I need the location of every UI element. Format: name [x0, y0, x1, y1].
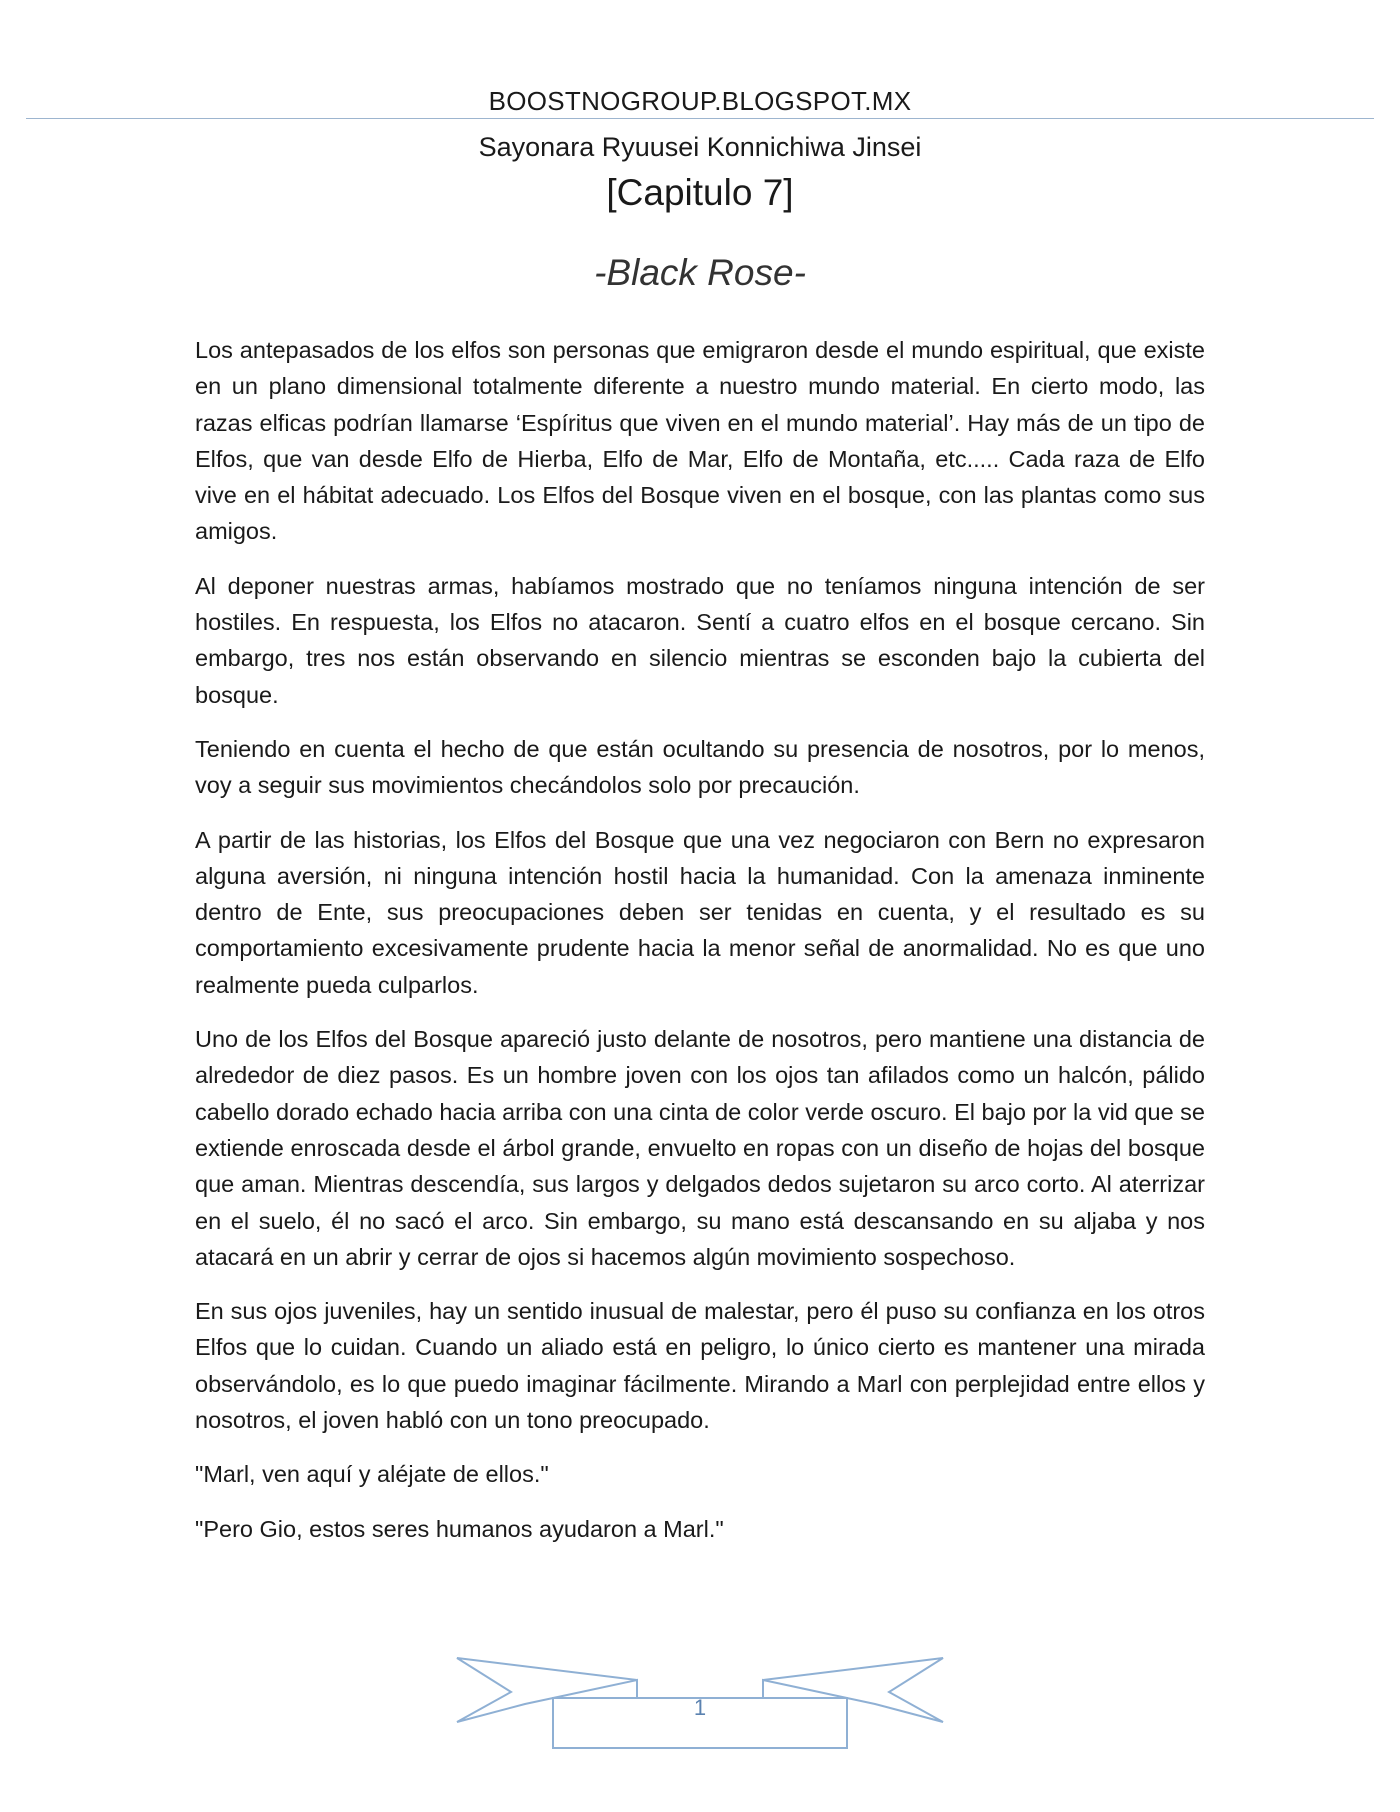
paragraph: Teniendo en cuenta el hecho de que están ocultando su presencia de nosotros, por lo menos, voy a seguir sus movimientos checándolos solo por precaución. [195, 735, 1205, 799]
novel-title: Sayonara Ryuusei Konnichiwa Jinsei [478, 132, 922, 162]
header-site-name: BOOSTNOGROUP.BLOGSPOT.MX [488, 86, 912, 116]
paragraph: En sus ojos juveniles, hay un sentido inusual de malestar, pero él puso su confianza en los otros Elfos que lo cuidan. Cuando un aliado está en peligro, lo único cierto es mantener una mirada observándolo, es lo que puedo imaginar fácilmente. Mirando a Marl con perplejidad entre ellos y nosotros, el joven habló con un tono preocupado. [195, 1298, 1205, 1434]
chapter-body [195, 332, 1205, 1565]
paragraph: "Pero Gio, estos seres humanos ayudaron a Marl." [195, 1515, 724, 1542]
paragraph: Al deponer nuestras armas, habíamos mostrado que no teníamos ninguna intención de ser hostiles. En respuesta, los Elfos no atacaron. Sentí a cuatro elfos en el bosque cercano. Sin embargo, tres nos están observando en silencio mientras se esconden bajo la cubierta del bosque. [195, 572, 1205, 708]
chapter-title: [Capitulo 7] [606, 172, 794, 213]
header-divider [26, 118, 1374, 119]
paragraph: Uno de los Elfos del Bosque apareció justo delante de nosotros, pero mantiene una distancia de alrededor de diez pasos. Es un hombre joven con los ojos tan afilados como un halcón, pálido cabello dorado echado hacia arriba con una cinta de color verde oscuro. El bajo por la vid que se extiende enroscada desde el árbol grande, envuelto en ropas con un diseño de hojas del bosque que aman. Mientras descendía, sus largos y delgados dedos sujetaron su arco corto. Al aterrizar en el suelo, él no sacó el arco. Sin embargo, su mano está descansando en su aljaba y nos atacará en un abrir y cerrar de ojos si hacemos algún movimiento sospechoso. [195, 1026, 1205, 1270]
page-number: 1 [693, 1695, 707, 1720]
paragraph: Los antepasados de los elfos son personas que emigraron desde el mundo espiritual, que existe en un plano dimensional totalmente diferente a nuestro mundo material. En cierto modo, las razas elficas podrían llamarse ‘Espíritus que viven en el mundo material’. Hay más de un tipo de Elfos, que van desde Elfo de Hierba, Elfo de Mar, Elfo de Montaña, etc..... Cada raza de Elfo vive en el hábitat adecuado. Los Elfos del Bosque viven en el bosque, con las plantas como sus amigos. [195, 337, 1205, 545]
chapter-subtitle: -Black Rose- [594, 252, 806, 293]
paragraph: A partir de las historias, los Elfos del Bosque que una vez negociaron con Bern no expresaron alguna aversión, ni ninguna intención hostil hacia la humanidad. Con la amenaza inminente dentro de Ente, sus preocupaciones deben ser tenidas en cuenta, y el resultado es su comportamiento excesivamente prudente hacia la menor señal de anormalidad. No es que uno realmente pueda culparlos. [195, 826, 1205, 998]
paragraph: "Marl, ven aquí y aléjate de ellos." [195, 1461, 549, 1488]
